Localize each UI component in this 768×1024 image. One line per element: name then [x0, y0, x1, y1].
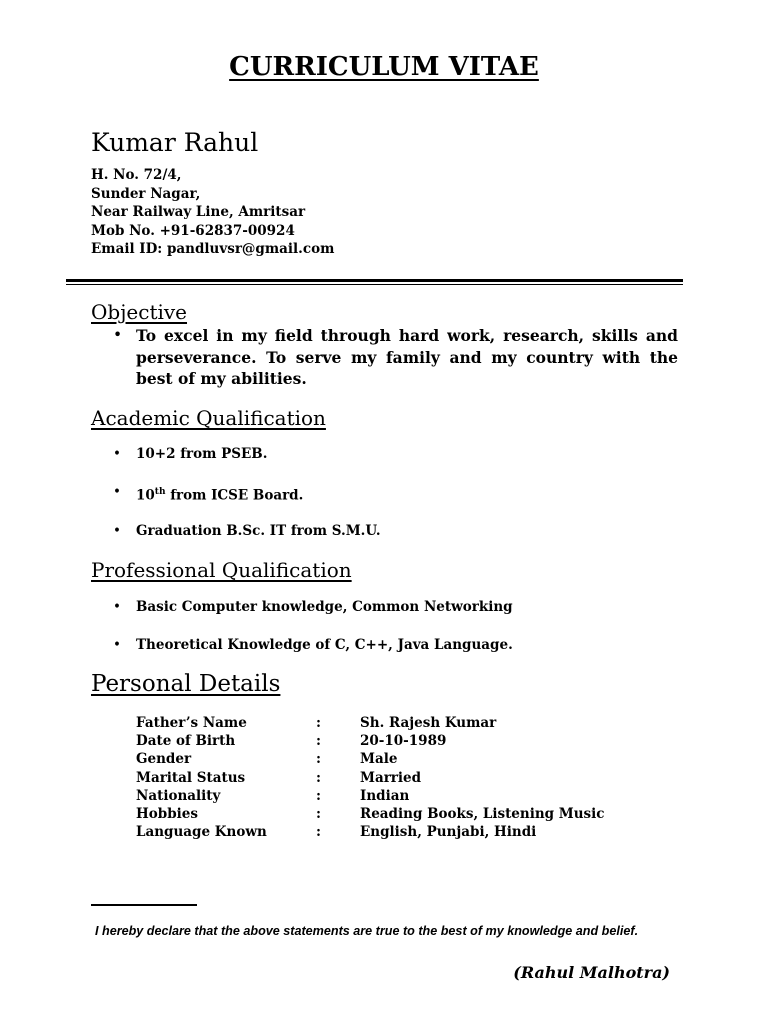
academic-list [91, 483, 303, 505]
academic-item-board: from ICSE Board. [165, 487, 304, 504]
detail-label: Hobbies [136, 805, 198, 822]
detail-separator: : [316, 751, 321, 768]
personal-details-table [136, 715, 605, 842]
email-line: Email ID: pandluvsr@gmail.com [91, 241, 335, 257]
objective-heading: Objective [91, 300, 188, 324]
academic-list [91, 445, 267, 463]
detail-value: Reading Books, Listening Music [360, 805, 605, 822]
candidate-name: Kumar Rahul [91, 128, 259, 157]
signature-line [91, 904, 197, 906]
address-line: H. No. 72/4, [91, 167, 182, 183]
document-title: CURRICULUM VITAE [229, 52, 539, 82]
signature-name: (Rahul Malhotra) [513, 963, 670, 982]
professional-item: • Basic Computer knowledge, Common Networking [91, 598, 513, 616]
detail-separator: : [316, 733, 321, 750]
declaration-text: I hereby declare that the above statements are true to the best of my knowledge and belief. [95, 924, 639, 938]
address-line: Sunder Nagar, [91, 185, 201, 202]
phone-line: Mob No. +91-62837-00924 [91, 222, 295, 239]
professional-list [91, 598, 513, 616]
detail-separator: : [316, 769, 321, 786]
table-row [136, 770, 605, 788]
detail-value: English, Punjabi, Hindi [360, 824, 537, 841]
academic-item-grade: 10 [136, 487, 155, 504]
address-line: Near Railway Line, Amritsar [91, 204, 306, 220]
academic-item [91, 483, 303, 505]
professional-list [91, 636, 513, 654]
detail-value: Sh. Rajesh Kumar [360, 715, 497, 731]
objective-text: • To excel in my field through hard work, research, skills and perseverance. To serve my family and my country with the best of my abilities. [91, 325, 678, 390]
divider-thick [66, 279, 683, 282]
detail-value: 20-10-1989 [360, 733, 447, 750]
table-row [136, 806, 605, 824]
detail-separator: : [316, 787, 321, 804]
detail-value: Married [360, 769, 422, 786]
table-row [136, 733, 605, 751]
detail-label: Date of Birth [136, 733, 236, 750]
detail-label: Gender [136, 751, 192, 768]
academic-list [91, 522, 381, 540]
academic-heading: Academic Qualification [91, 406, 326, 430]
professional-item: • Theoretical Knowledge of C, C++, Java Language. [91, 636, 513, 654]
table-row [136, 715, 605, 733]
table-row [136, 788, 605, 806]
detail-separator: : [316, 715, 321, 731]
table-row [136, 824, 605, 842]
detail-label: Nationality [136, 787, 221, 804]
professional-heading: Professional Qualification [91, 558, 352, 582]
detail-separator: : [316, 824, 321, 841]
contact-block [91, 166, 334, 259]
table-row [136, 751, 605, 769]
personal-heading: Personal Details [91, 671, 281, 697]
academic-item-suffix: th [154, 487, 166, 497]
detail-label: Language Known [136, 824, 267, 841]
divider-thin [66, 284, 683, 285]
objective-list [91, 325, 678, 390]
detail-separator: : [316, 805, 321, 822]
detail-value: Male [360, 751, 398, 768]
detail-value: Indian [360, 787, 410, 804]
detail-label: Father’s Name [136, 715, 247, 731]
academic-item: • 10+2 from PSEB. [91, 445, 267, 463]
academic-item: • Graduation B.Sc. IT from S.M.U. [91, 522, 381, 540]
detail-label: Marital Status [136, 769, 246, 786]
